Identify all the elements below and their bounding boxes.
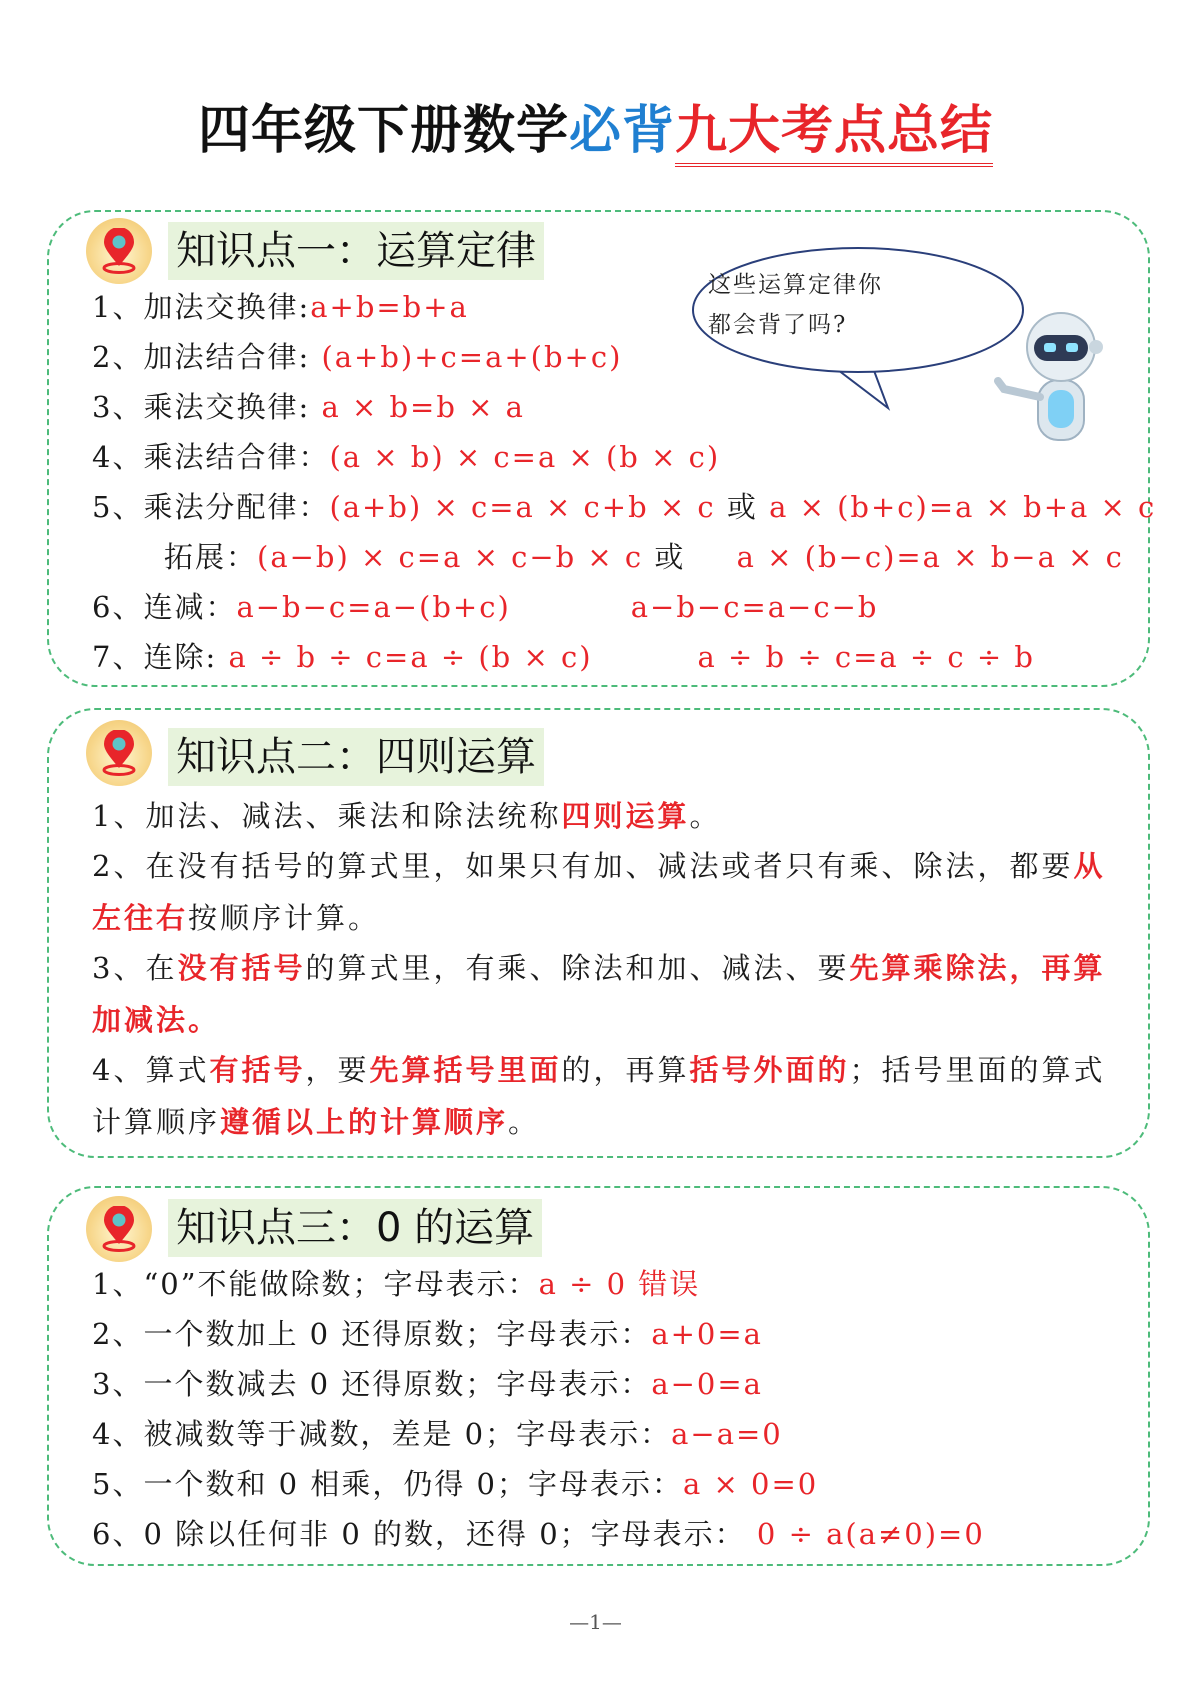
zero-rule-3 <box>92 1362 1152 1406</box>
zero-rule-label: 3、一个数减去 0 还得原数；字母表示： <box>92 1367 652 1401</box>
law-formula: a−b−c=a−(b+c) <box>236 590 511 624</box>
bubble-line-2: 都会背了吗? <box>708 312 848 338</box>
title-part3: 九大考点总结 <box>675 101 993 167</box>
page-number: —1— <box>569 1610 622 1634</box>
location-pin-icon <box>86 218 152 284</box>
law-formula: (a+b) × c=a × c+b × c <box>329 490 716 524</box>
zero-rule-label: 1、“0”不能做除数；字母表示： <box>92 1267 539 1301</box>
law-label: 拓展： <box>164 540 258 574</box>
rule-text: 的算式里，有乘、除法和加、减法、要 <box>305 951 850 985</box>
bubble-line-1: 这些运算定律你 <box>708 272 883 298</box>
law-label: 1、加法交换律: <box>92 290 311 324</box>
rule-text: 的，再算 <box>561 1053 690 1087</box>
rule-highlight: 从左往右 <box>92 849 1106 935</box>
rule-text: 。 <box>508 1105 541 1139</box>
law-label: 3、乘法交换律: <box>92 390 322 424</box>
law-formula: (a × b) × c=a × (b × c) <box>329 440 721 474</box>
rule-highlight: 四则运算 <box>561 799 690 833</box>
zero-rule-label: 4、被减数等于减数，差是 0；字母表示： <box>92 1417 672 1451</box>
rule-highlight: 先算括号里面 <box>369 1053 562 1087</box>
rule-paragraph-2 <box>92 840 1132 944</box>
law-line-5 <box>92 485 1157 529</box>
location-pin-icon <box>86 720 152 786</box>
law-formula-alt: a−b−c=a−c−b <box>630 590 879 624</box>
location-pin-icon <box>86 1196 152 1262</box>
law-line-1 <box>92 285 1152 329</box>
title-part2: 必背 <box>568 101 675 161</box>
law-line-4 <box>92 435 1152 479</box>
zero-rule-1 <box>92 1262 1152 1306</box>
law-or: 或 <box>643 540 697 574</box>
rule-highlight: 有括号 <box>209 1053 306 1087</box>
rule-text: 。 <box>689 799 722 833</box>
section-3-heading: 知识点三：0 的运算 <box>168 1199 542 1257</box>
law-formula-alt: a ÷ b ÷ c=a ÷ c ÷ b <box>697 640 1035 674</box>
rule-text: 4、算式 <box>92 1053 210 1087</box>
zero-rule-formula: a−0=a <box>651 1367 763 1401</box>
zero-rule-formula: a+0=a <box>651 1317 763 1351</box>
law-formula: a+b=b+a <box>310 290 469 324</box>
law-line-7 <box>92 635 1152 679</box>
rule-text: 2、在没有括号的算式里，如果只有加、减法或者只有乘、除法，都要 <box>92 849 1074 883</box>
zero-rule-label: 5、一个数和 0 相乘，仍得 0；字母表示： <box>92 1467 684 1501</box>
rule-paragraph-3 <box>92 942 1132 1046</box>
law-label: 7、连除: <box>92 640 229 674</box>
law-label: 5、乘法分配律： <box>92 490 330 524</box>
zero-rule-label: 6、0 除以任何非 0 的数，还得 0；字母表示： <box>92 1517 746 1551</box>
zero-rule-4 <box>92 1412 1152 1456</box>
law-line-3 <box>92 385 1152 429</box>
rule-paragraph-4 <box>92 1044 1132 1148</box>
rule-highlight: 没有括号 <box>177 951 306 985</box>
zero-rule-2 <box>92 1312 1152 1356</box>
law-line-2 <box>92 335 1152 379</box>
zero-rule-formula: a−a=0 <box>671 1417 783 1451</box>
zero-rule-formula: 0 ÷ a(a≠0)=0 <box>745 1517 985 1551</box>
rule-highlight: 括号外面的 <box>689 1053 850 1087</box>
zero-rule-6 <box>92 1512 1152 1556</box>
section-1-heading: 知识点一：运算定律 <box>168 222 544 280</box>
rule-text: 按顺序计算。 <box>188 901 381 935</box>
rule-highlight: 先算乘除法，再算加减法。 <box>92 951 1106 1037</box>
rule-text: ；括号里面的算式计算顺序 <box>92 1053 1106 1139</box>
section-2-heading: 知识点二：四则运算 <box>168 728 544 786</box>
rule-text: 1、加法、减法、乘法和除法统称 <box>92 799 562 833</box>
page-title <box>0 96 1191 166</box>
zero-rule-label: 2、一个数加上 0 还得原数；字母表示： <box>92 1317 652 1351</box>
law-line-extension <box>164 535 1191 579</box>
zero-rule-formula: a ÷ 0 错误 <box>538 1267 701 1301</box>
rule-text: 3、在 <box>92 951 178 985</box>
law-label: 4、乘法结合律： <box>92 440 330 474</box>
rule-text: ，要 <box>305 1053 370 1087</box>
zero-rule-5 <box>92 1462 1152 1506</box>
rule-highlight: 遵循以上的计算顺序 <box>220 1105 509 1139</box>
law-formula: (a−b) × c=a × c−b × c <box>257 540 644 574</box>
law-label: 6、连减： <box>92 590 237 624</box>
law-line-6 <box>92 585 1152 629</box>
law-label: 2、加法结合律: <box>92 340 322 374</box>
title-part1: 四年级下册数学 <box>197 101 569 161</box>
rule-paragraph-1 <box>92 790 1132 842</box>
law-formula-alt: a × (b+c)=a × b+a × c <box>769 490 1157 524</box>
law-formula-alt: a × (b−c)=a × b−a × c <box>736 540 1124 574</box>
zero-rule-formula: a × 0=0 <box>683 1467 819 1501</box>
law-formula: (a+b)+c=a+(b+c) <box>321 340 623 374</box>
law-formula: a × b=b × a <box>321 390 525 424</box>
law-formula: a ÷ b ÷ c=a ÷ (b × c) <box>228 640 593 674</box>
law-or: 或 <box>715 490 770 524</box>
